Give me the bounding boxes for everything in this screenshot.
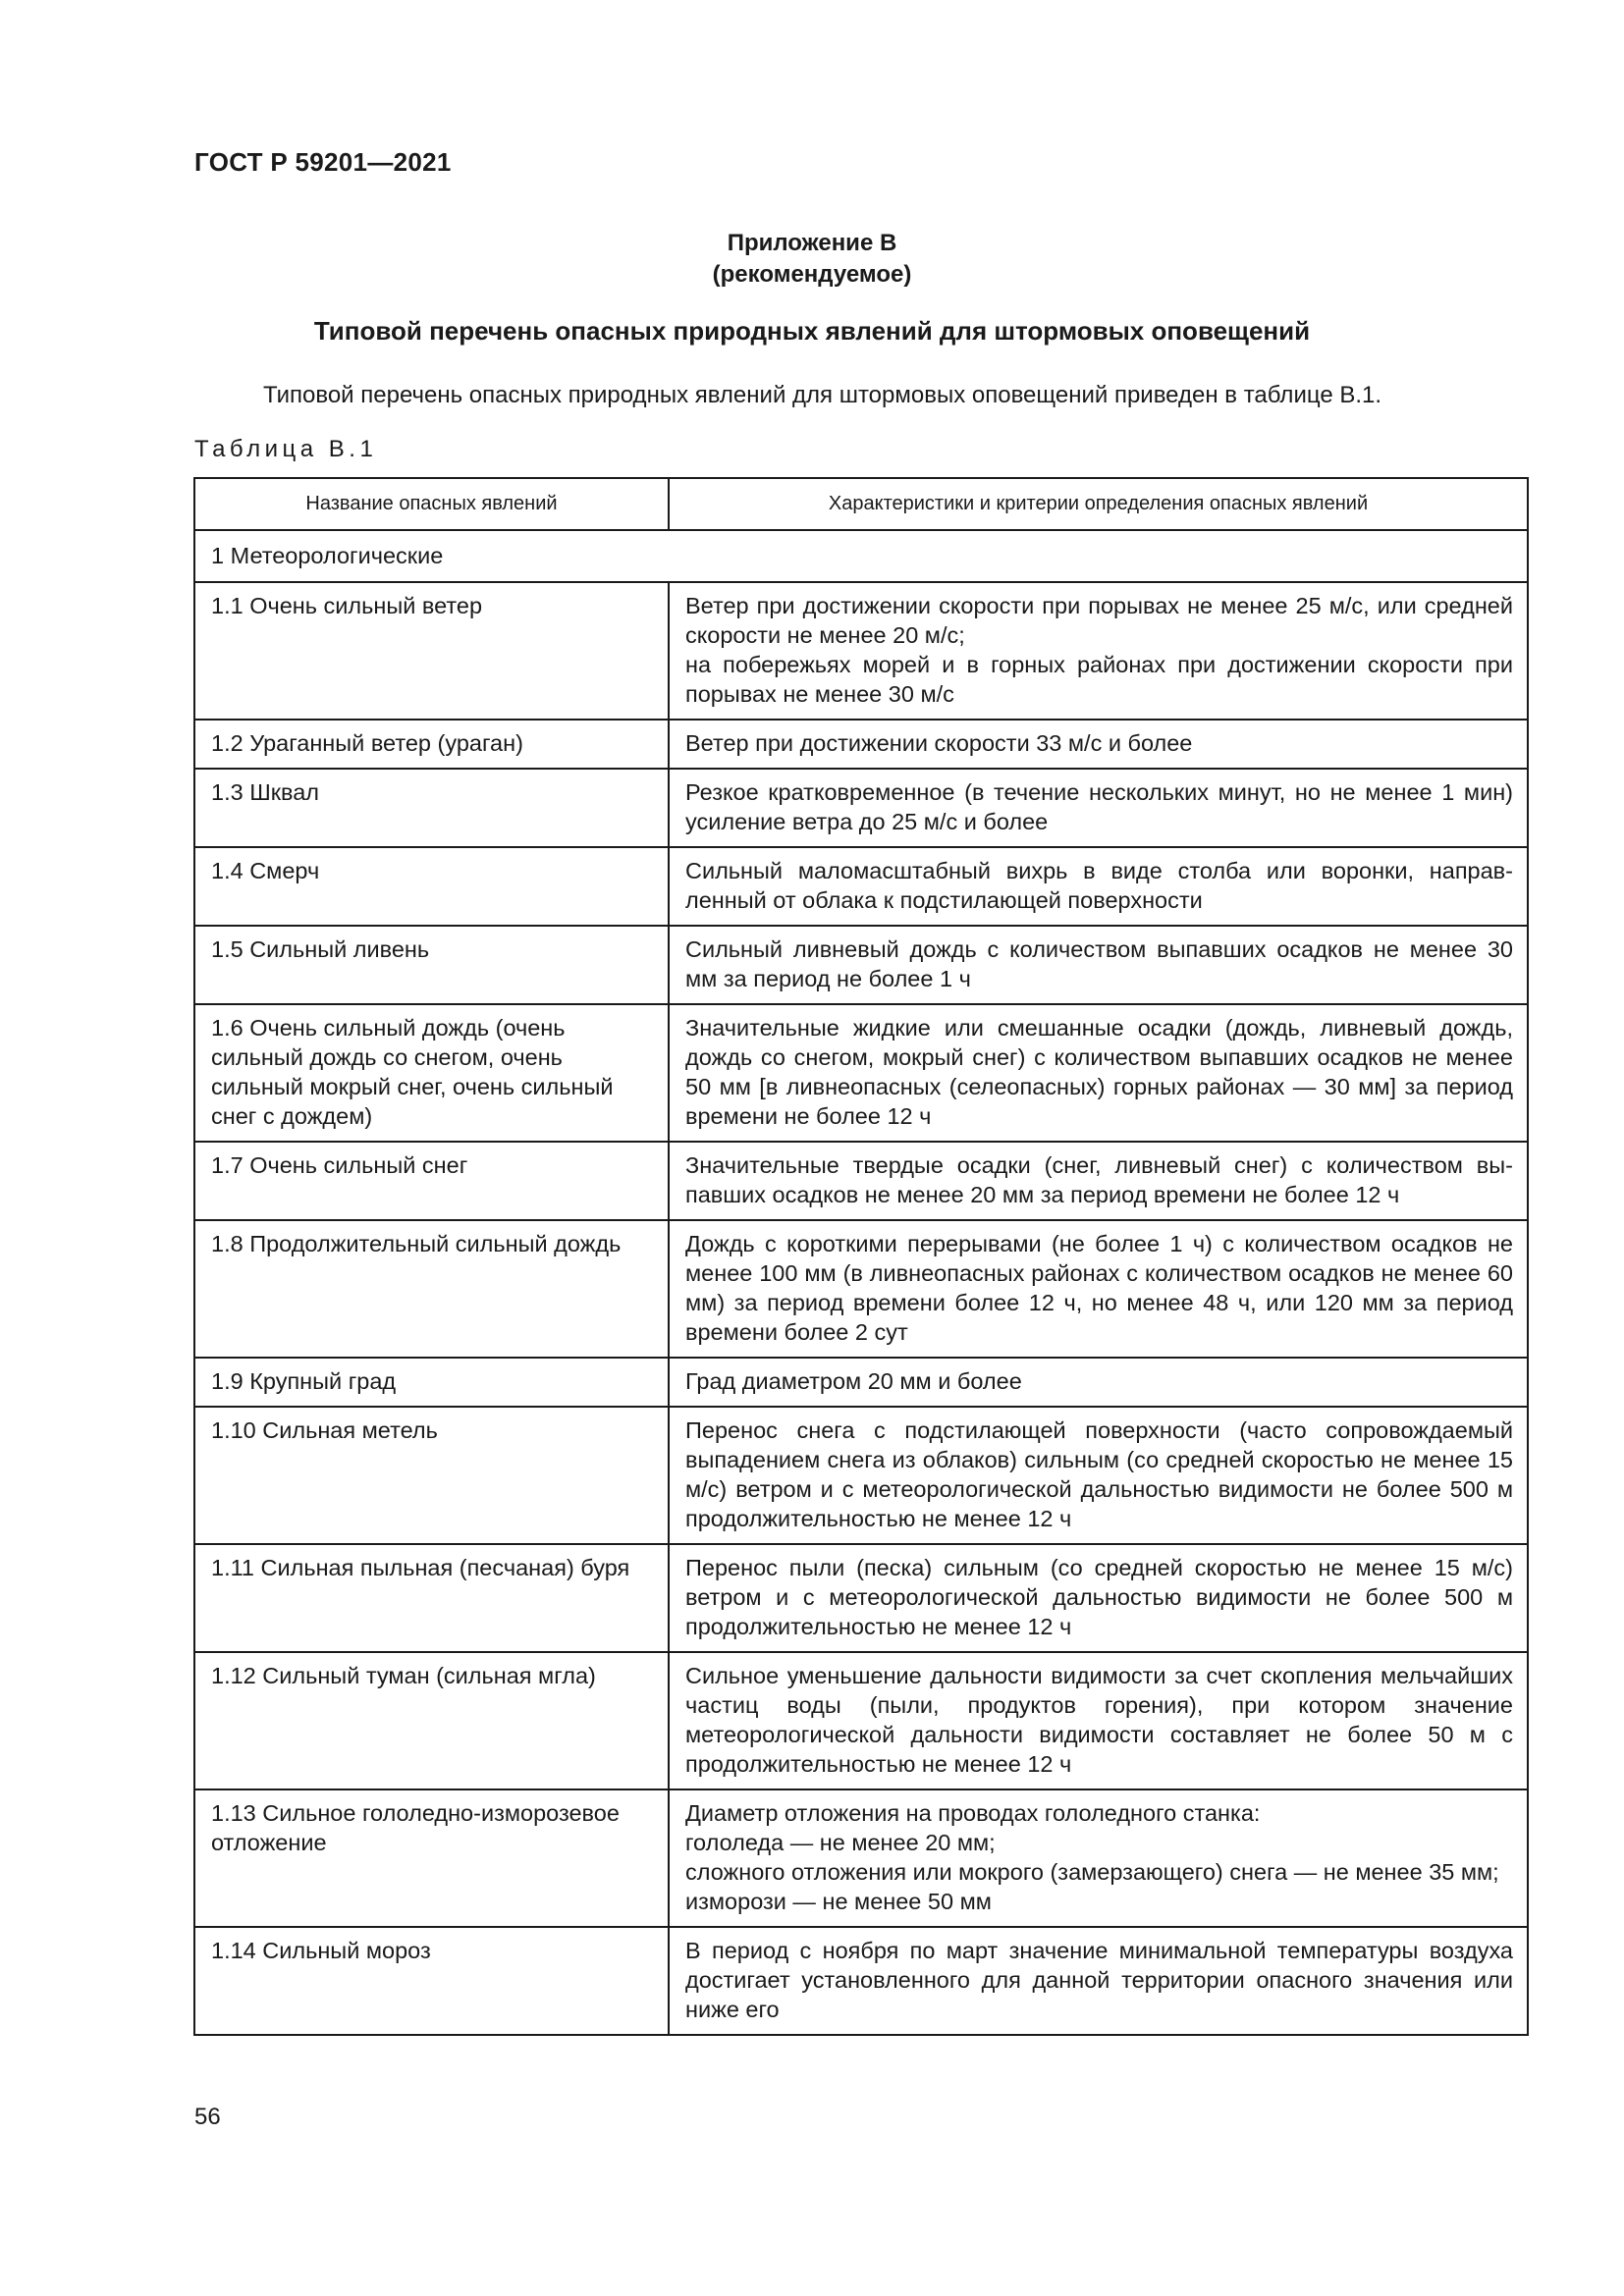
criteria-line: Сильное уменьшение дальности видимости за счет скопления мельчайших частиц воды (пыли, продуктов горения), при котором значение метеорологической дальности видимости составляет не более 50 м с продолжительностью не менее 12 ч	[685, 1663, 1513, 1777]
table-header-row	[194, 478, 1528, 530]
table-row	[194, 1358, 1528, 1407]
table-row	[194, 926, 1528, 1004]
hazard-criteria-cell	[669, 582, 1528, 720]
table-row	[194, 582, 1528, 720]
criteria-line: гололеда — не менее 20 мм;	[685, 1830, 996, 1855]
criteria-line: Град диаметром 20 мм и более	[685, 1368, 1022, 1394]
table-label: Таблица В.1	[194, 436, 378, 462]
section-cell: 1 Метеорологические	[194, 530, 1528, 582]
hazard-name-cell: 1.8 Продолжительный сильный дождь	[194, 1220, 669, 1358]
hazard-name-cell: 1.7 Очень сильный снег	[194, 1142, 669, 1220]
hazard-criteria-cell	[669, 1004, 1528, 1142]
section-row	[194, 530, 1528, 582]
criteria-line: В период с ноября по март значение минимальной температуры воздуха достигает установленного для данной территории опасного значения или ниже его	[685, 1938, 1513, 2022]
hazard-name-cell: 1.3 Шквал	[194, 769, 669, 847]
section-title: Типовой перечень опасных природных явлений для штормовых оповещений	[313, 316, 1311, 346]
table-row	[194, 1544, 1528, 1652]
hazard-name-cell: 1.14 Сильный мороз	[194, 1927, 669, 2035]
criteria-line: Ветер при достижении скорости при порывах не менее 25 м/с, или средней скорости не менее 20 м/с;	[685, 593, 1513, 648]
hazards-table	[193, 477, 1529, 2036]
appendix-subtitle: (рекомендуемое)	[712, 261, 912, 288]
criteria-line: Резкое кратковременное (в течение нескольких минут, но не менее 1 мин) усиление ветра до 25 м/с и более	[685, 779, 1513, 834]
hazard-criteria-cell	[669, 1220, 1528, 1358]
hazard-criteria-cell	[669, 720, 1528, 769]
hazard-criteria-cell	[669, 1407, 1528, 1544]
hazard-name-cell: 1.2 Ураганный ветер (ураган)	[194, 720, 669, 769]
hazard-criteria-cell	[669, 1544, 1528, 1652]
criteria-line: на побережьях морей и в горных районах при достижении скорости при порывах не менее 30 м/с	[685, 652, 1513, 707]
criteria-line: Дождь с короткими перерывами (не более 1 ч) с количеством осадков не менее 100 мм (в ливнеопасных районах с количеством осадков не менее 60 мм) за период времени более 12 ч, но менее 48 ч, или 120 мм за период времени более 2 сут	[685, 1231, 1513, 1345]
table-row	[194, 1142, 1528, 1220]
table-row	[194, 1652, 1528, 1789]
header-criteria: Характеристики и критерии определения опасных явлений	[669, 478, 1528, 530]
table-row	[194, 1407, 1528, 1544]
hazard-criteria-cell	[669, 926, 1528, 1004]
appendix-title: Приложение В	[727, 230, 897, 256]
header-name: Название опасных явлений	[194, 478, 669, 530]
hazard-criteria-cell	[669, 1142, 1528, 1220]
criteria-line: Сильный маломасштабный вихрь в виде столба или воронки, направленный от облака к подстилающей поверхности	[685, 858, 1513, 913]
hazard-name-cell: 1.5 Сильный ливень	[194, 926, 669, 1004]
hazard-criteria-cell	[669, 1358, 1528, 1407]
criteria-line: изморози — не менее 50 мм	[685, 1889, 992, 1914]
hazard-criteria-cell	[669, 1927, 1528, 2035]
hazard-criteria-cell	[669, 1652, 1528, 1789]
criteria-line: Перенос снега с подстилающей поверхности (часто сопровождаемый выпадением снега из облаков) сильным (со средней скоростью не менее 15 м/с) ветром и с метеорологической дальностью видимости не более 500 м продолжительностью не менее 12 ч	[685, 1417, 1513, 1531]
criteria-line: Сильный ливневый дождь с количеством выпавших осадков не менее 30 мм за период не более 1 ч	[685, 936, 1513, 991]
hazard-criteria-cell	[669, 1789, 1528, 1927]
table-row	[194, 1004, 1528, 1142]
hazard-name-cell: 1.9 Крупный град	[194, 1358, 669, 1407]
table-row	[194, 1927, 1528, 2035]
table-row	[194, 769, 1528, 847]
hazard-name-cell: 1.4 Смерч	[194, 847, 669, 926]
hazard-name-cell: 1.6 Очень сильный дождь (очень сильный дождь со снегом, очень сильный мокрый снег, очень сильный снег с дождем)	[194, 1004, 669, 1142]
page-number: 56	[194, 2104, 221, 2130]
criteria-line: Перенос пыли (песка) сильным (со средней скоростью не менее 15 м/с) ветром и с метеорологической дальностью видимости не более 500 м продолжительностью не менее 12 ч	[685, 1555, 1513, 1639]
table-row	[194, 847, 1528, 926]
hazard-name-cell: 1.10 Сильная метель	[194, 1407, 669, 1544]
criteria-line: Значительные жидкие или смешанные осадки (дождь, ливневый дождь, дождь со снегом, мокрый снег) с количеством выпавших осадков не менее 50 мм [в ливнеопасных (селеопасных) горных районах — 30 мм] за период времени не более 12 ч	[685, 1015, 1513, 1129]
criteria-line: Ветер при достижении скорости 33 м/с и более	[685, 730, 1193, 756]
table-row	[194, 1220, 1528, 1358]
intro-paragraph: Типовой перечень опасных природных явлений для штормовых оповещений приведен в таблице В.1.	[263, 382, 1382, 408]
hazard-name-cell: 1.13 Сильное гололедно-изморозевое отложение	[194, 1789, 669, 1927]
hazard-name-cell: 1.11 Сильная пыльная (песчаная) буря	[194, 1544, 669, 1652]
hazard-name-cell: 1.1 Очень сильный ветер	[194, 582, 669, 720]
criteria-line: Диаметр отложения на проводах гололедного станка:	[685, 1800, 1261, 1826]
document-code: ГОСТ Р 59201—2021	[194, 147, 452, 177]
hazard-name-cell: 1.12 Сильный туман (сильная мгла)	[194, 1652, 669, 1789]
criteria-line: Значительные твердые осадки (снег, ливневый снег) с количеством выпавших осадков не менее 20 мм за период времени не более 12 ч	[685, 1152, 1513, 1207]
appendix-heading	[0, 228, 1624, 291]
table-row	[194, 1789, 1528, 1927]
table-body	[194, 530, 1528, 2035]
table-row	[194, 720, 1528, 769]
hazard-criteria-cell	[669, 769, 1528, 847]
hazard-criteria-cell	[669, 847, 1528, 926]
criteria-line: сложного отложения или мокрого (замерзающего) снега — не менее 35 мм;	[685, 1859, 1499, 1885]
